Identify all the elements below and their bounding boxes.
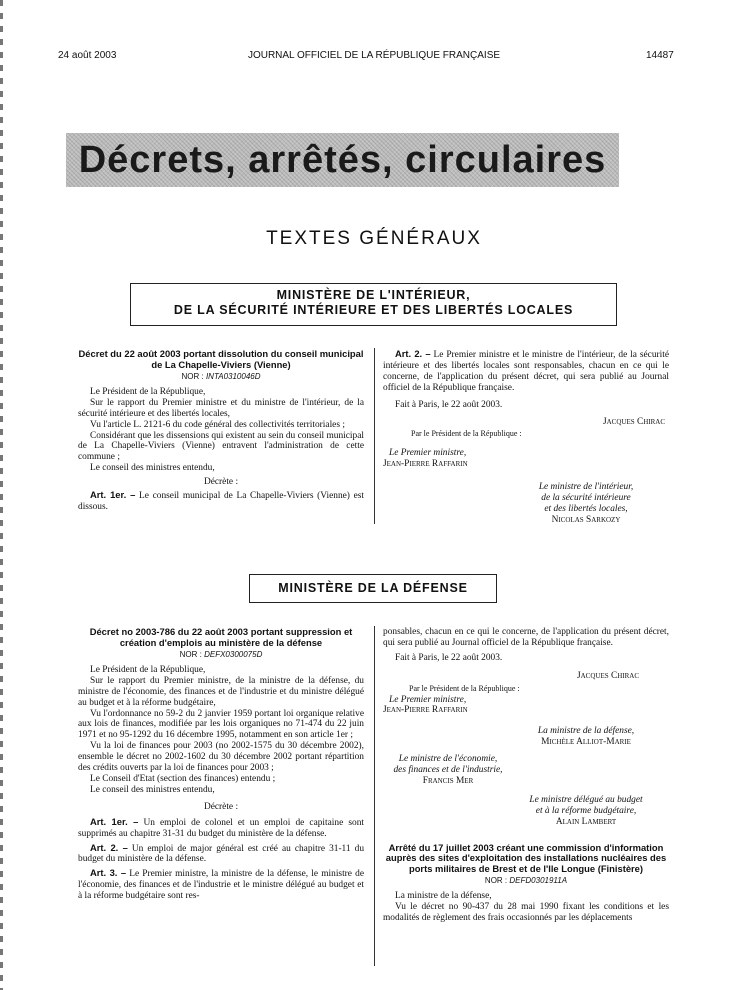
president-signature: Jacques Chirac (602, 416, 665, 427)
min-economie-title-2: des finances et de l'industrie, (393, 765, 503, 776)
article-text: Le Premier ministre et le ministre de l'intérieur, de la sécurité intérieure et des libertés locales sont responsables, chacun en ce qui le concerne, de l'application du présent décret, qui sera publié au Journal officiel de la République française. (383, 350, 670, 393)
ministry-interieur-box (130, 283, 617, 326)
paragraph: Vu l'article L. 2121-6 du code général des collectivités territoriales ; (90, 419, 345, 430)
header-date: 24 août 2003 (58, 50, 117, 61)
nor-code: DEFD0301911A (509, 876, 568, 886)
article-2 (383, 349, 669, 394)
ministry-interieur-line1: MINISTÈRE DE L'INTÉRIEUR, (276, 288, 471, 302)
nor-label: NOR : (179, 650, 202, 659)
ministry-defense-box (249, 574, 497, 603)
article-text: Un emploi de colonel et un emploi de capitaine sont supprimés au chapitre 31-31 du budget du ministère de la défense. (78, 817, 365, 839)
ministry-interieur-line2: DE LA SÉCURITÉ INTÉRIEURE ET DES LIBERTÉS LOCALES (173, 303, 574, 317)
paragraph: La ministre de la défense, (395, 891, 492, 901)
pm-title: Le Premier ministre, (389, 694, 467, 705)
paragraph: Vu la loi de finances pour 2003 (no 2002-1575 du 30 décembre 2002), ensemble le décret no 2002-1602 du 30 décembre 2002 portant répartition des crédits ouverts par la loi de finances pour 2003 ; (78, 741, 364, 774)
decret-emplois-right-column (383, 627, 669, 924)
nor-code: DEFX0300075D (204, 650, 263, 659)
decrete-label: Décrète : (203, 801, 239, 812)
article-label: Art. 2. – (90, 841, 128, 853)
article-text: Le conseil municipal de La Chapelle-Viviers (Vienne) est dissous. (78, 491, 364, 512)
min-economie-title-1: Le ministre de l'économie, (398, 754, 498, 765)
article-1 (78, 490, 364, 513)
decret-dissolution-nor (78, 372, 364, 383)
article-label: Art. 3. – (90, 867, 127, 879)
article-text: Un emploi de major général est créé au chapitre 31-11 du budget du ministère de la défense. (78, 843, 365, 865)
decret-emplois-title: Décret no 2003-786 du 22 août 2003 portant suppression et création d'emplois au ministère de la défense (89, 626, 353, 648)
ministry-defense-title: MINISTÈRE DE LA DÉFENSE (278, 581, 468, 595)
pm-name: Jean-Pierre Raffarin (383, 705, 468, 716)
fait-a-paris: Fait à Paris, le 22 août 2003. (395, 652, 503, 663)
paragraph: Le conseil des ministres entendu, (90, 463, 215, 474)
header-page-number: 14487 (646, 50, 674, 61)
min-interieur-name: Nicolas Sarkozy (551, 514, 621, 525)
min-defense-name: Michèle Alliot-Marie (541, 737, 631, 748)
min-budget-title-1: Le ministre délégué au budget (529, 794, 643, 805)
paragraph: Sur le rapport du Premier ministre et du ministre de l'intérieur, de la sécurité intérieure et des libertés locales, (78, 397, 364, 419)
nor-label: NOR : (484, 876, 508, 886)
article-label: Art. 1er. – (90, 815, 139, 827)
paragraph: Le Conseil d'Etat (section des finances) entendu ; (90, 773, 276, 784)
min-economie-name: Francis Mer (422, 775, 474, 786)
nor-label: NOR : (181, 372, 204, 381)
paragraph: Le conseil des ministres entendu, (90, 784, 215, 795)
min-defense-title: La ministre de la défense, (537, 726, 635, 737)
decret-dissolution-right-column (383, 349, 669, 526)
paragraph: Le Président de la République, (90, 386, 206, 397)
min-budget-name: Alain Lambert (555, 816, 617, 827)
decret-dissolution-title: Décret du 22 août 2003 portant dissolution du conseil municipal de La Chapelle-Viviers (Vienne) (78, 348, 364, 370)
article-label: Art. 2. – (395, 348, 431, 359)
min-interieur-title-3: et des libertés locales, (544, 503, 628, 514)
arrete-commission-nor (383, 876, 669, 887)
article-2 (78, 843, 364, 866)
president-signature: Jacques Chirac (576, 670, 639, 681)
section-title: TEXTES GÉNÉRAUX (266, 228, 482, 249)
pm-title: Le Premier ministre, (389, 448, 467, 459)
column-divider (374, 626, 375, 966)
column-divider (374, 348, 375, 524)
header-journal-title: JOURNAL OFFICIEL DE LA RÉPUBLIQUE FRANÇAISE (247, 50, 501, 61)
article-3-continued: ponsables, chacun en ce qui le concerne, de l'application du présent décret, qui sera publié au Journal officiel de la République française. (383, 627, 669, 648)
nor-code: INTA0310046D (205, 372, 261, 381)
article-label: Art. 1er. – (90, 489, 136, 501)
paragraph: Le Président de la République, (90, 664, 206, 675)
pm-name: Jean-Pierre Raffarin (383, 459, 468, 470)
arrete-commission-title: Arrêté du 17 juillet 2003 créant une commission d'information auprès des sites d'exploitation des installations nucléaires des ports militaires de Brest et de l'Ile Longue (Finistère) (385, 841, 667, 874)
min-interieur-title-2: de la sécurité intérieure (541, 493, 631, 504)
left-margin-scan-marks (0, 0, 3, 990)
par-le-president: Par le Président de la République : (409, 683, 520, 693)
min-budget-title-2: et à la réforme budgétaire, (535, 805, 637, 816)
paragraph: Sur le rapport du Premier ministre, de la ministre de la défense, du ministre de l'économie, des finances et de l'industrie et du ministre délégué au budget et à la réforme budgétaire, (78, 675, 364, 708)
decret-emplois-left-column (78, 627, 364, 902)
decrete-label: Décrète : (203, 477, 239, 488)
par-le-president: Par le Président de la République : (411, 429, 522, 439)
decret-emplois-nor (78, 650, 364, 661)
article-3 (78, 868, 364, 902)
paragraph: Vu le décret no 90-437 du 28 mai 1990 fixant les conditions et les modalités de règlement des frais occasionnés par les déplacements (383, 901, 669, 923)
fait-a-paris: Fait à Paris, le 22 août 2003. (395, 399, 503, 410)
banner-title: Décrets, arrêtés, circulaires (78, 138, 607, 181)
article-text: Le Premier ministre, la ministre de la défense, le ministre de l'économie, des finances et de l'industrie et le ministre délégué au budget et à la réforme budgétaire sont res- (78, 869, 364, 902)
min-interieur-title-1: Le ministre de l'intérieur, (538, 482, 634, 493)
article-1 (78, 817, 364, 840)
paragraph: Vu l'ordonnance no 59-2 du 2 janvier 1959 portant loi organique relative aux lois de finances, modifiée par les lois organiques no 71-474 du 22 juin 1971 et no 95-1292 du 16 décembre 1995, notamment en son article 1er ; (78, 708, 364, 741)
section-banner (66, 133, 619, 187)
paragraph: Considérant que les dissensions qui existent au sein du conseil municipal de La Chapelle-Viviers (Vienne) entravent l'administration de cette commune ; (78, 430, 364, 463)
decret-dissolution-left-column (78, 349, 364, 513)
